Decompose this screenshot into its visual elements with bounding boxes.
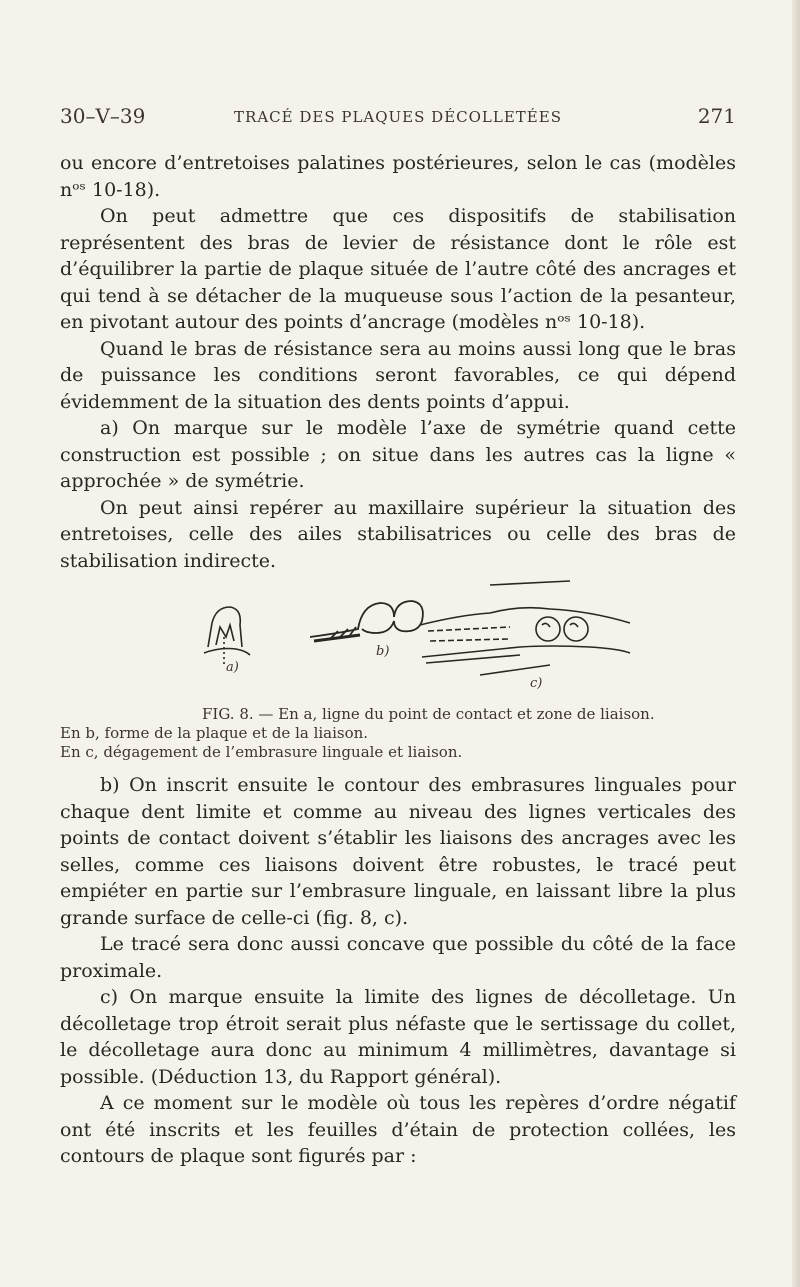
figure-8 <box>190 575 670 695</box>
paragraph: Le tracé sera donc aussi concave que possible du côté de la face proximale. <box>60 933 736 982</box>
figure-8-drawing <box>190 575 670 695</box>
figure-b-plate <box>310 601 423 641</box>
figure-caption <box>60 705 740 762</box>
figure-label-b: b) <box>376 644 390 659</box>
paragraph: A ce moment sur le modèle où tous les repères d’ordre négatif ont été inscrits et les feuilles d’étain de protection collées, les contours de plaque sont figurés par : <box>60 1092 736 1167</box>
paragraph: a) On marque sur le modèle l’axe de symétrie quand cette construction est possible ; on situe dans les autres cas la ligne « approchée » de symétrie. <box>60 417 736 492</box>
figure-c-embrasure <box>420 581 630 675</box>
running-header <box>60 104 736 134</box>
figure-a-tooth <box>204 607 250 665</box>
body-text-top <box>60 150 736 574</box>
paragraph: ou encore d’entretoises palatines postérieures, selon le cas (modèles nᵒˢ 10-18). <box>60 152 736 201</box>
paragraph: On peut ainsi repérer au maxillaire supérieur la situation des entretoises, celle des ailes stabilisatrices ou celle des bras de stabilisation indirecte. <box>60 496 736 572</box>
paragraph: Quand le bras de résistance sera au moins aussi long que le bras de puissance les conditions seront favorables, ce qui dépend évidemment de la situation des dents points d’appui. <box>60 337 736 413</box>
caption-line-2: En b, forme de la plaque et de la liaison. <box>60 724 369 742</box>
header-date: 30–V–39 <box>60 104 146 128</box>
caption-line-1: FIG. 8. — En a, ligne du point de contact et zone de liaison. <box>202 705 655 723</box>
header-title: TRACÉ DES PLAQUES DÉCOLLETÉES <box>234 108 562 126</box>
figure-label-a: a) <box>226 660 239 675</box>
paragraph: On peut admettre que ces dispositifs de stabilisation représentent des bras de levier de résistance dont le rôle est d’équilibrer la partie de plaque située de l’autre côté des ancrages et qui tend à se détacher de la muqueuse sous l’action de la pesanteur, en pivotant autour des points d’ancrage (modèles nᵒˢ 10-18). <box>60 205 736 333</box>
paragraph: b) On inscrit ensuite le contour des embrasures linguales pour chaque dent limite et comme au niveau des lignes verticales des points de contact doivent s’établir les liaisons des ancrages avec les selles, comme ces liaisons doivent être robustes, le tracé peut empiéter en partie sur l’embrasure linguale, en laissant libre la plus grande surface de celle-ci (fig. 8, c). <box>60 774 736 929</box>
page-edge-shadow <box>792 0 800 1287</box>
caption-line-3: En c, dégagement de l’embrasure linguale et liaison. <box>60 743 463 761</box>
figure-label-c: c) <box>530 676 543 691</box>
paragraph: c) On marque ensuite la limite des lignes de décolletage. Un décolletage trop étroit serait plus néfaste que le sertissage du collet, le décolletage aura donc au minimum 4 millimètres, davantage si possible. (Déduction 13, du Rapport général). <box>60 986 736 1088</box>
body-text-bottom <box>60 772 736 1170</box>
page-number: 271 <box>697 104 736 128</box>
